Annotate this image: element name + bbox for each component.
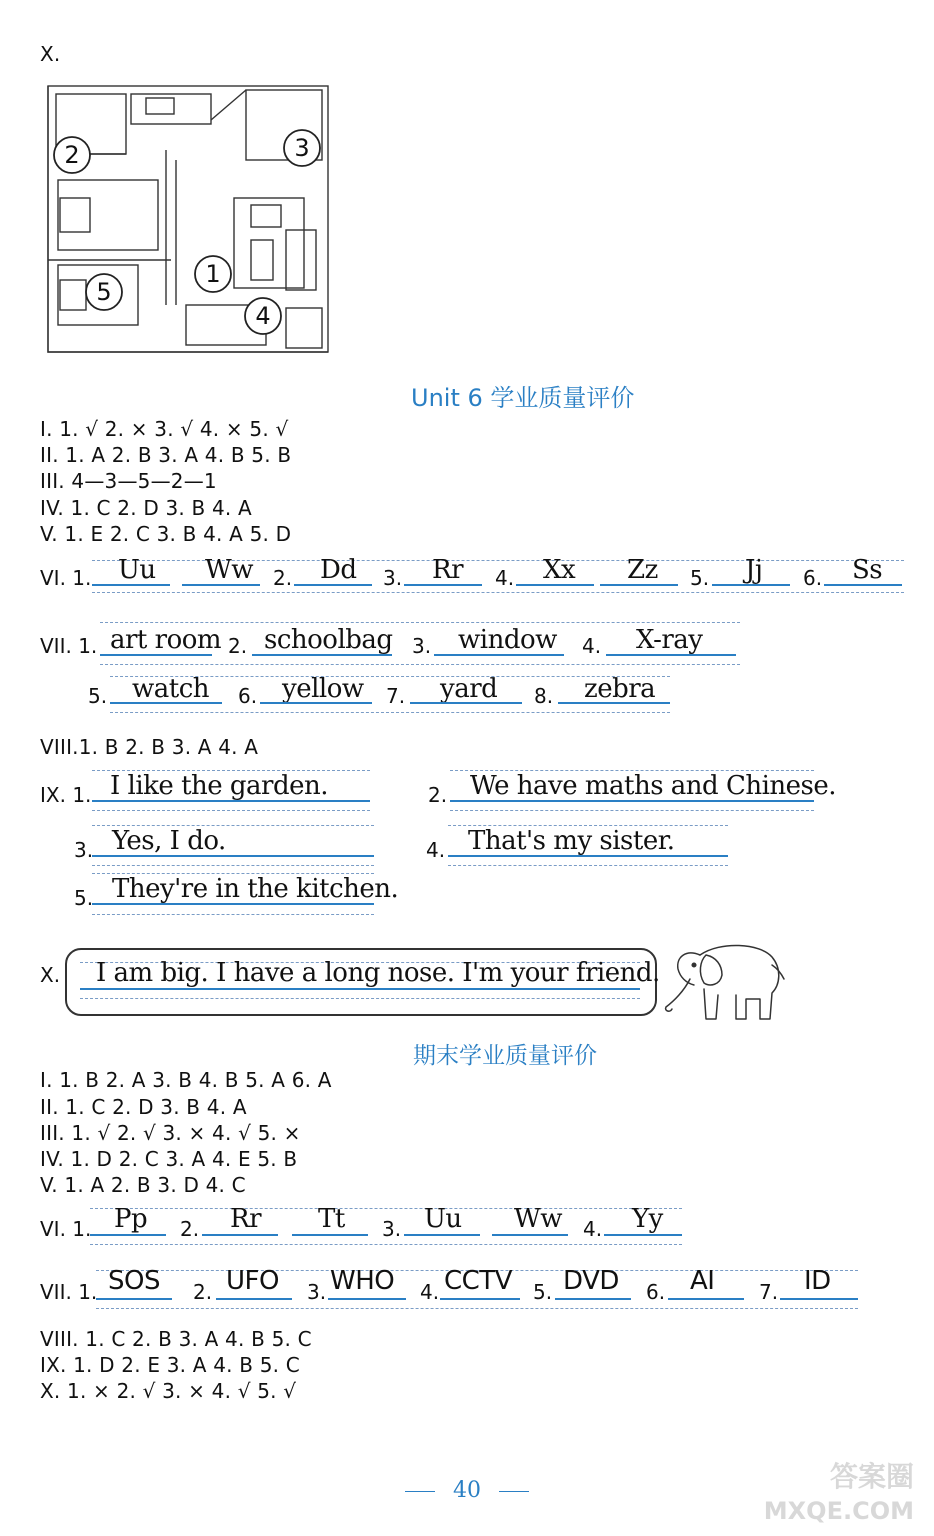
baseline — [100, 654, 212, 656]
u6-vii-num-4: 4. — [582, 634, 602, 658]
baseline — [92, 584, 170, 586]
u6-vii-label: VII. 1. — [40, 634, 98, 658]
final-vii-answer-3: WHO — [330, 1266, 395, 1296]
baseline — [404, 584, 482, 586]
u6-vii-guide-top-1 — [100, 622, 740, 623]
floorplan-marker-3: 3 — [294, 134, 310, 162]
u6-vii-answer-1: art room — [110, 625, 222, 655]
floorplan-marker-2: 2 — [64, 141, 80, 169]
final-vii-answer-1: SOS — [108, 1266, 160, 1296]
u6-ix-num-2: 2. — [428, 783, 448, 807]
baseline — [110, 702, 222, 704]
baseline — [668, 1298, 744, 1300]
u6-vii-answer-4: X-ray — [636, 625, 703, 655]
final-vii-num-5: 5. — [533, 1280, 553, 1304]
watermark-line-2: MXQE.COM — [763, 1497, 914, 1525]
u6-vi-num-3: 3. — [383, 566, 403, 590]
baseline — [80, 988, 640, 990]
baseline — [92, 800, 370, 802]
baseline — [182, 584, 260, 586]
baseline — [410, 702, 522, 704]
u6-vi-num-6: 6. — [803, 566, 823, 590]
u6-ix-answer-3: Yes, I do. — [112, 826, 226, 856]
section-x-label: X. — [40, 42, 61, 66]
u6-vii-answer-2: schoolbag — [264, 625, 393, 655]
floorplan-marker-4: 4 — [255, 302, 271, 330]
page-number-text: 40 — [453, 1478, 481, 1503]
baseline — [252, 654, 392, 656]
final-line-9: IX. 1. D 2. E 3. A 4. B 5. C — [40, 1353, 300, 1377]
final-vi-answer-2: Rr — [230, 1204, 262, 1234]
unit6-line-2: II. 1. A 2. B 3. A 4. B 5. B — [40, 443, 292, 467]
u6-x-guide-bottom — [80, 998, 640, 999]
u6-viii-line: VIII.1. B 2. B 3. A 4. A — [40, 735, 259, 759]
baseline — [292, 1234, 368, 1236]
baseline — [90, 1234, 166, 1236]
final-vi-num-2: 2. — [180, 1217, 200, 1241]
final-vi-answer-1: Pp — [114, 1204, 148, 1234]
u6-x-label: X. — [40, 963, 61, 987]
final-line-4: IV. 1. D 2. C 3. A 4. E 5. B — [40, 1147, 298, 1171]
u6-vi-num-4: 4. — [495, 566, 515, 590]
final-vi-guide-bottom — [90, 1244, 682, 1245]
final-line-8: VIII. 1. C 2. B 3. A 4. B 5. C — [40, 1327, 312, 1351]
final-vii-guide-bottom — [96, 1308, 858, 1309]
u6-vii-num-6: 6. — [238, 684, 258, 708]
u6-ix-guide-bottom-4 — [448, 865, 728, 866]
watermark-line-1: 答案圈 — [829, 1460, 914, 1493]
page-number-right-rule — [499, 1491, 529, 1492]
floorplan-marker-5: 5 — [96, 278, 112, 306]
baseline — [600, 584, 678, 586]
baseline — [328, 1298, 406, 1300]
u6-ix-num-4: 4. — [426, 838, 446, 862]
baseline — [294, 584, 372, 586]
unit6-line-1: I. 1. √ 2. × 3. √ 4. × 5. √ — [40, 417, 289, 441]
baseline — [780, 1298, 858, 1300]
final-vi-answer-4: Uu — [424, 1204, 462, 1234]
baseline — [712, 584, 790, 586]
baseline — [558, 702, 670, 704]
baseline — [260, 702, 372, 704]
final-vii-num-3: 3. — [307, 1280, 327, 1304]
baseline — [216, 1298, 292, 1300]
baseline — [516, 584, 594, 586]
u6-vii-num-7: 7. — [386, 684, 406, 708]
final-line-3: III. 1. √ 2. √ 3. × 4. √ 5. × — [40, 1121, 301, 1145]
baseline — [440, 1298, 520, 1300]
u6-ix-num-3: 3. — [74, 838, 94, 862]
u6-vii-num-3: 3. — [412, 634, 432, 658]
final-vi-guide-top — [90, 1208, 682, 1209]
u6-vii-guide-bottom-2 — [110, 712, 670, 713]
u6-ix-num-5: 5. — [74, 886, 94, 910]
unit6-line-4: IV. 1. C 2. D 3. B 4. A — [40, 496, 252, 520]
page-number-left-rule — [405, 1491, 435, 1492]
u6-vii-num-5: 5. — [88, 684, 108, 708]
final-line-5: V. 1. A 2. B 3. D 4. C — [40, 1173, 246, 1197]
final-title: 期末学业质量评价 — [413, 1043, 597, 1069]
elephant-illustration — [660, 935, 786, 1029]
floor-plan-illustration — [46, 80, 332, 356]
u6-vi-answer-1: Uu — [118, 555, 156, 585]
u6-ix-label: IX. 1. — [40, 783, 92, 807]
final-vii-num-7: 7. — [759, 1280, 779, 1304]
u6-ix-answer-4: That's my sister. — [468, 826, 675, 856]
final-vii-num-2: 2. — [193, 1280, 213, 1304]
u6-vi-answer-2: Ww — [205, 555, 253, 585]
final-vii-label: VII. 1. — [40, 1280, 98, 1304]
u6-vii-guide-bottom-1 — [100, 664, 740, 665]
final-vii-answer-6: AI — [690, 1266, 715, 1296]
baseline — [96, 1298, 172, 1300]
u6-ix-answer-1: I like the garden. — [110, 771, 329, 801]
final-vi-num-4: 4. — [583, 1217, 603, 1241]
u6-vii-answer-3: window — [458, 625, 557, 655]
baseline — [92, 855, 374, 857]
u6-ix-guide-bottom-2 — [450, 810, 814, 811]
u6-vi-guide-bottom — [92, 592, 904, 593]
u6-vi-answer-6: Zz — [627, 555, 658, 585]
u6-ix-answer-2: We have maths and Chinese. — [470, 771, 837, 801]
u6-vii-answer-5: watch — [132, 674, 210, 704]
final-vi-answer-6: Yy — [632, 1204, 663, 1234]
baseline — [92, 903, 374, 905]
final-line-2: II. 1. C 2. D 3. B 4. A — [40, 1095, 247, 1119]
u6-vi-answer-7: Jj — [745, 555, 763, 585]
final-vi-answer-5: Ww — [514, 1204, 562, 1234]
final-vii-answer-2: UFO — [226, 1266, 279, 1296]
baseline — [824, 584, 902, 586]
baseline — [448, 855, 728, 857]
u6-vii-answer-7: yard — [440, 674, 498, 704]
final-vii-answer-4: CCTV — [444, 1266, 512, 1296]
baseline — [492, 1234, 568, 1236]
final-vii-answer-7: ID — [804, 1266, 831, 1296]
baseline — [202, 1234, 278, 1236]
baseline — [450, 800, 814, 802]
u6-vi-answer-3: Dd — [320, 555, 357, 585]
unit6-line-3: III. 4—3—5—2—1 — [40, 469, 217, 493]
u6-vi-num-5: 5. — [690, 566, 710, 590]
baseline — [404, 1234, 480, 1236]
floorplan-marker-1: 1 — [205, 260, 221, 288]
u6-vii-answer-6: yellow — [282, 674, 364, 704]
u6-vii-answer-8: zebra — [584, 674, 656, 704]
u6-ix-answer-5: They're in the kitchen. — [112, 874, 399, 904]
final-vi-answer-3: Tt — [318, 1204, 345, 1234]
u6-vi-answer-5: Xx — [543, 555, 576, 585]
u6-vi-answer-4: Rr — [432, 555, 464, 585]
final-vii-answer-5: DVD — [563, 1266, 619, 1296]
baseline — [555, 1298, 631, 1300]
unit6-line-5: V. 1. E 2. C 3. B 4. A 5. D — [40, 522, 292, 546]
u6-vii-num-2: 2. — [228, 634, 248, 658]
final-vi-num-3: 3. — [382, 1217, 402, 1241]
final-line-10: X. 1. × 2. √ 3. × 4. √ 5. √ — [40, 1379, 297, 1403]
baseline — [604, 1234, 682, 1236]
final-vii-num-6: 6. — [646, 1280, 666, 1304]
u6-ix-guide-bottom-5 — [92, 914, 374, 915]
u6-ix-guide-bottom-1 — [92, 810, 370, 811]
final-vi-label: VI. 1. — [40, 1217, 92, 1241]
u6-ix-guide-bottom-3 — [92, 865, 374, 866]
u6-vi-num-2: 2. — [273, 566, 293, 590]
final-vii-num-4: 4. — [420, 1280, 440, 1304]
u6-x-sentence: I am big. I have a long nose. I'm your friend. — [96, 958, 660, 988]
baseline — [434, 654, 564, 656]
u6-vi-answer-8: Ss — [852, 555, 883, 585]
baseline — [606, 654, 736, 656]
watermark-logo — [754, 1460, 914, 1530]
unit6-title: Unit 6 学业质量评价 — [411, 384, 635, 412]
u6-vi-label: VI. 1. — [40, 566, 92, 590]
u6-vii-num-8: 8. — [534, 684, 554, 708]
final-line-1: I. 1. B 2. A 3. B 4. B 5. A 6. A — [40, 1068, 332, 1092]
